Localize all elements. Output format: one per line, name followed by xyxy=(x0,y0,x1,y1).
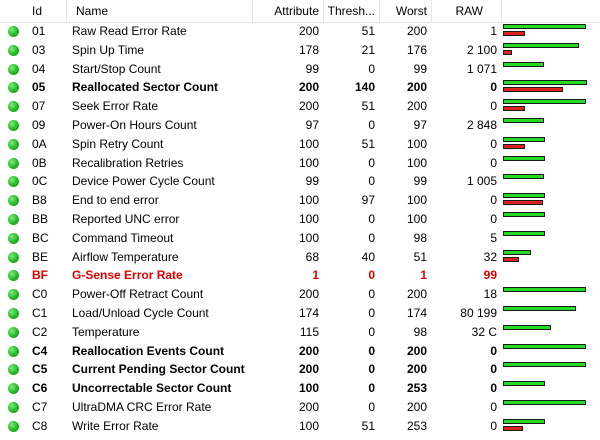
attribute-value-bar xyxy=(503,137,545,142)
attribute-id: 07 xyxy=(32,99,46,114)
attribute-name: Spin Up Time xyxy=(72,42,145,57)
raw-value: 80 199 xyxy=(460,305,497,320)
attribute-id: BC xyxy=(32,230,49,245)
status-ok-icon xyxy=(8,308,19,319)
attribute-value-bar xyxy=(503,362,586,367)
attribute-value: 200 xyxy=(298,399,319,414)
attribute-name: Current Pending Sector Count xyxy=(72,362,245,377)
attribute-value: 200 xyxy=(298,80,319,95)
threshold-value: 0 xyxy=(368,362,375,377)
raw-value: 0 xyxy=(490,418,497,433)
attribute-value-bar xyxy=(503,80,587,85)
table-header xyxy=(0,0,600,23)
attribute-id: 0B xyxy=(32,155,47,170)
raw-value: 5 xyxy=(490,230,497,245)
column-header-name[interactable]: Name xyxy=(76,4,109,18)
status-ok-icon xyxy=(8,101,19,112)
status-ok-icon xyxy=(8,45,19,56)
attribute-id: BB xyxy=(32,211,49,226)
status-ok-icon xyxy=(8,421,19,432)
table-row[interactable] xyxy=(0,97,600,116)
table-row[interactable] xyxy=(0,304,600,323)
attribute-name: Power-Off Retract Count xyxy=(72,287,204,302)
raw-value: 0 xyxy=(490,381,497,396)
threshold-value: 51 xyxy=(361,418,375,433)
table-row[interactable] xyxy=(0,41,600,60)
table-row[interactable] xyxy=(0,360,600,379)
attribute-value-bar xyxy=(503,419,545,424)
threshold-bar xyxy=(503,426,523,431)
threshold-bar xyxy=(503,257,519,262)
worst-value: 100 xyxy=(406,211,427,226)
attribute-value-bar xyxy=(503,287,586,292)
threshold-bar xyxy=(503,87,563,92)
attribute-value: 97 xyxy=(305,117,319,132)
status-ok-icon xyxy=(8,270,19,281)
status-ok-icon xyxy=(8,346,19,357)
attribute-value: 200 xyxy=(298,343,319,358)
status-ok-icon xyxy=(8,158,19,169)
table-body xyxy=(0,22,600,436)
threshold-value: 0 xyxy=(368,174,375,189)
worst-value: 98 xyxy=(413,324,427,339)
raw-value: 0 xyxy=(490,155,497,170)
attribute-id: BF xyxy=(32,268,48,283)
threshold-value: 0 xyxy=(368,117,375,132)
worst-value: 174 xyxy=(406,305,427,320)
status-ok-icon xyxy=(8,176,19,187)
threshold-value: 40 xyxy=(361,249,375,264)
attribute-value-bar xyxy=(503,24,586,29)
attribute-name: G-Sense Error Rate xyxy=(72,268,183,283)
worst-value: 176 xyxy=(406,42,427,57)
attribute-name: Reported UNC error xyxy=(72,211,180,226)
threshold-bar xyxy=(503,50,512,55)
table-row[interactable] xyxy=(0,248,600,267)
table-row[interactable] xyxy=(0,210,600,229)
attribute-name: Seek Error Rate xyxy=(72,99,159,114)
table-row[interactable] xyxy=(0,398,600,417)
threshold-value: 0 xyxy=(368,324,375,339)
table-row[interactable] xyxy=(0,22,600,41)
status-ok-icon xyxy=(8,233,19,244)
column-header-raw[interactable]: RAW xyxy=(455,4,483,18)
attribute-value-bar xyxy=(503,118,544,123)
table-row[interactable] xyxy=(0,266,600,285)
attribute-name: Write Error Rate xyxy=(72,418,159,433)
status-ok-icon xyxy=(8,120,19,131)
worst-value: 100 xyxy=(406,155,427,170)
worst-value: 200 xyxy=(406,343,427,358)
threshold-bar xyxy=(503,144,525,149)
raw-value: 0 xyxy=(490,99,497,114)
worst-value: 253 xyxy=(406,381,427,396)
raw-value: 2 100 xyxy=(466,42,497,57)
status-ok-icon xyxy=(8,195,19,206)
table-row[interactable] xyxy=(0,379,600,398)
column-header-worst[interactable]: Worst xyxy=(395,4,427,18)
attribute-name: Airflow Temperature xyxy=(72,249,179,264)
raw-value: 18 xyxy=(483,287,497,302)
table-row[interactable] xyxy=(0,78,600,97)
worst-value: 200 xyxy=(406,287,427,302)
raw-value: 99 xyxy=(483,268,497,283)
status-ok-icon xyxy=(8,64,19,75)
attribute-id: C6 xyxy=(32,381,48,396)
table-row[interactable] xyxy=(0,191,600,210)
attribute-id: 04 xyxy=(32,61,46,76)
table-row[interactable] xyxy=(0,135,600,154)
status-ok-icon xyxy=(8,252,19,263)
attribute-value-bar xyxy=(503,174,544,179)
status-ok-icon xyxy=(8,402,19,413)
threshold-value: 0 xyxy=(368,155,375,170)
attribute-value-bar xyxy=(503,62,544,67)
attribute-value: 100 xyxy=(298,381,319,396)
worst-value: 200 xyxy=(406,99,427,114)
attribute-value-bar xyxy=(503,381,545,386)
attribute-value-bar xyxy=(503,306,576,311)
status-ok-icon xyxy=(8,327,19,338)
table-row[interactable] xyxy=(0,60,600,79)
threshold-value: 21 xyxy=(361,42,375,57)
attribute-name: Recalibration Retries xyxy=(72,155,184,170)
attribute-value: 200 xyxy=(298,287,319,302)
threshold-value: 0 xyxy=(368,268,375,283)
column-header-attribute[interactable]: Attribute xyxy=(274,4,319,18)
attribute-name: Raw Read Error Rate xyxy=(72,24,187,38)
worst-value: 253 xyxy=(406,418,427,433)
raw-value: 0 xyxy=(490,343,497,358)
table-row[interactable] xyxy=(0,116,600,135)
attribute-id: 01 xyxy=(32,24,46,38)
attribute-value-bar xyxy=(503,231,545,236)
threshold-value: 0 xyxy=(368,381,375,396)
table-row[interactable] xyxy=(0,342,600,361)
worst-value: 1 xyxy=(420,268,427,283)
threshold-value: 0 xyxy=(368,399,375,414)
column-divider[interactable] xyxy=(501,0,502,22)
threshold-value: 0 xyxy=(368,343,375,358)
attribute-id: C4 xyxy=(32,343,48,358)
attribute-name: Spin Retry Count xyxy=(72,136,164,151)
raw-value: 1 071 xyxy=(466,61,497,76)
threshold-bar xyxy=(503,200,543,205)
raw-value: 32 xyxy=(483,249,497,264)
table-row[interactable] xyxy=(0,154,600,173)
worst-value: 200 xyxy=(406,24,427,38)
attribute-value-bar xyxy=(503,400,586,405)
raw-value: 0 xyxy=(490,362,497,377)
attribute-value: 200 xyxy=(298,99,319,114)
attribute-name: Power-On Hours Count xyxy=(72,117,197,132)
attribute-name: Load/Unload Cycle Count xyxy=(72,305,209,320)
attribute-id: 05 xyxy=(32,80,46,95)
attribute-name: Start/Stop Count xyxy=(72,61,161,76)
attribute-name: Reallocation Events Count xyxy=(72,343,225,358)
attribute-id: C1 xyxy=(32,305,48,320)
threshold-value: 0 xyxy=(368,287,375,302)
worst-value: 99 xyxy=(413,174,427,189)
attribute-value: 99 xyxy=(305,174,319,189)
attribute-name: Temperature xyxy=(72,324,140,339)
raw-value: 2 848 xyxy=(466,117,497,132)
status-ok-icon xyxy=(8,139,19,150)
worst-value: 200 xyxy=(406,362,427,377)
attribute-name: Command Timeout xyxy=(72,230,174,245)
worst-value: 98 xyxy=(413,230,427,245)
attribute-value: 68 xyxy=(305,249,319,264)
attribute-value-bar xyxy=(503,99,586,104)
attribute-value: 100 xyxy=(298,136,319,151)
threshold-value: 97 xyxy=(361,193,375,208)
attribute-value-bar xyxy=(503,325,551,330)
attribute-value: 174 xyxy=(298,305,319,320)
table-row[interactable] xyxy=(0,285,600,304)
raw-value: 0 xyxy=(490,193,497,208)
attribute-id: 09 xyxy=(32,117,46,132)
table-row[interactable] xyxy=(0,417,600,436)
threshold-value: 140 xyxy=(354,80,375,95)
attribute-id: C7 xyxy=(32,399,48,414)
raw-value: 0 xyxy=(490,136,497,151)
attribute-value-bar xyxy=(503,156,545,161)
attribute-value: 100 xyxy=(298,230,319,245)
table-row[interactable] xyxy=(0,323,600,342)
attribute-name: Device Power Cycle Count xyxy=(72,174,215,189)
threshold-value: 51 xyxy=(361,136,375,151)
attribute-value-bar xyxy=(503,250,531,255)
attribute-id: C8 xyxy=(32,418,48,433)
raw-value: 0 xyxy=(490,80,497,95)
threshold-value: 0 xyxy=(368,305,375,320)
attribute-id: C2 xyxy=(32,324,48,339)
column-header-id[interactable]: Id xyxy=(32,4,43,18)
attribute-id: 0C xyxy=(32,174,48,189)
attribute-name: Uncorrectable Sector Count xyxy=(72,381,232,396)
worst-value: 100 xyxy=(406,136,427,151)
raw-value: 0 xyxy=(490,399,497,414)
attribute-name: Reallocated Sector Count xyxy=(72,80,219,95)
attribute-value-bar xyxy=(503,43,579,48)
raw-value: 32 C xyxy=(471,324,497,339)
attribute-value-bar xyxy=(503,212,545,217)
raw-value: 1 xyxy=(490,24,497,38)
attribute-value: 200 xyxy=(298,362,319,377)
raw-value: 1 005 xyxy=(466,174,497,189)
attribute-value-bar xyxy=(503,193,545,198)
status-ok-icon xyxy=(8,26,19,37)
status-ok-icon xyxy=(8,82,19,93)
worst-value: 51 xyxy=(413,249,427,264)
column-divider[interactable] xyxy=(66,0,67,22)
table-row[interactable] xyxy=(0,172,600,191)
attribute-id: B8 xyxy=(32,193,47,208)
threshold-bar xyxy=(503,106,525,111)
threshold-bar xyxy=(503,31,525,36)
attribute-value: 115 xyxy=(299,324,319,339)
worst-value: 100 xyxy=(406,193,427,208)
attribute-name: End to end error xyxy=(72,193,159,208)
worst-value: 200 xyxy=(406,80,427,95)
attribute-value-bar xyxy=(503,344,586,349)
threshold-value: 0 xyxy=(368,61,375,76)
attribute-value: 100 xyxy=(298,193,319,208)
attribute-value: 99 xyxy=(305,61,319,76)
threshold-value: 51 xyxy=(361,24,375,38)
attribute-id: C0 xyxy=(32,287,48,302)
status-ok-icon xyxy=(8,214,19,225)
attribute-id: 03 xyxy=(32,42,46,57)
attribute-value: 200 xyxy=(298,24,319,38)
attribute-id: 0A xyxy=(32,136,47,151)
raw-value: 0 xyxy=(490,211,497,226)
attribute-name: UltraDMA CRC Error Rate xyxy=(72,399,212,414)
attribute-value: 178 xyxy=(298,42,319,57)
attribute-value: 100 xyxy=(298,211,319,226)
status-ok-icon xyxy=(8,364,19,375)
status-ok-icon xyxy=(8,289,19,300)
worst-value: 200 xyxy=(406,399,427,414)
attribute-value: 100 xyxy=(298,418,319,433)
table-row[interactable] xyxy=(0,229,600,248)
attribute-value: 1 xyxy=(312,268,319,283)
status-ok-icon xyxy=(8,383,19,394)
column-header-threshold[interactable]: Thresh... xyxy=(327,4,375,18)
worst-value: 99 xyxy=(413,61,427,76)
attribute-id: C5 xyxy=(32,362,48,377)
worst-value: 97 xyxy=(413,117,427,132)
attribute-id: BE xyxy=(32,249,49,264)
threshold-value: 51 xyxy=(361,99,375,114)
threshold-value: 0 xyxy=(368,230,375,245)
threshold-value: 0 xyxy=(368,211,375,226)
attribute-value: 100 xyxy=(298,155,319,170)
